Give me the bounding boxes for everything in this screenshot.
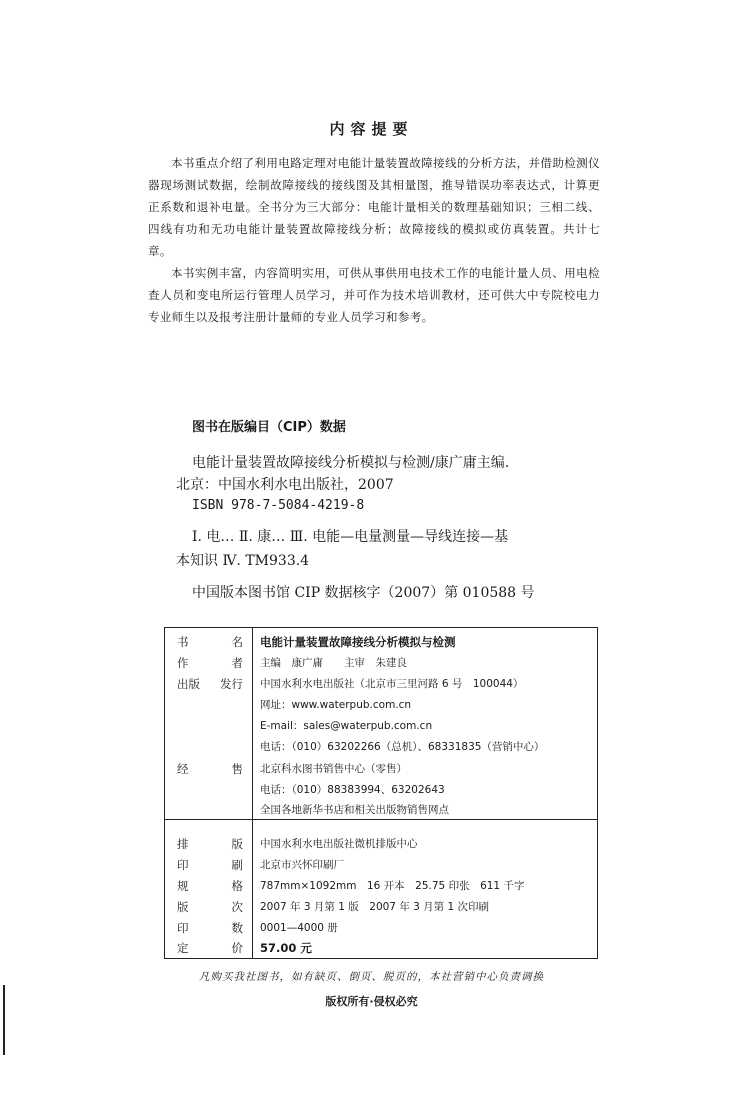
- table-row-phone: [165, 737, 597, 757]
- author-value: 主编 康广庸 主审 朱建良: [260, 657, 407, 669]
- table-row-author: 作 者 主编 康广庸 主审 朱建良: [165, 653, 597, 673]
- print-run-value: 0001—4000 册: [260, 922, 338, 934]
- cip-isbn-line: ISBN 978-7-5084-4219-8: [192, 498, 365, 513]
- email-value: E-mail：sales@waterpub.com.cn: [260, 720, 433, 732]
- table-row-price: 定 价 57.00 元: [165, 938, 597, 958]
- table-row-retail-network: [165, 800, 597, 820]
- retail-network-value: 全国各地新华书店和相关出版物销售网点: [260, 804, 449, 816]
- distributor-value: 北京科水图书销售中心（零售）: [260, 763, 407, 775]
- cip-title-line: 电能计量装置故障接线分析模拟与检测/康广庸主编.: [192, 455, 510, 471]
- table-row-distributor-phone: [165, 780, 597, 800]
- distributor-phone-value: 电话：（010）88383994、63202643: [260, 784, 445, 796]
- table-row-email: [165, 716, 597, 736]
- publication-info-table: [164, 627, 598, 959]
- table-row-format: 规 格 787mm×1092mm 16 开本 25.75 印张 611 千字: [165, 876, 597, 896]
- table-row-edition: 版 次 2007 年 3 月第 1 版 2007 年 3 月第 1 次印刷: [165, 897, 597, 917]
- table-row-book-name: 书 名 电能计量装置故障接线分析模拟与检测: [165, 632, 597, 652]
- summary-section: [148, 152, 600, 328]
- table-row-publisher: 出版 发行 中国水利水电出版社（北京市三里河路 6 号 100044）: [165, 674, 597, 694]
- phone-value: 电话：（010）63202266（总机）、68331835（营销中心）: [260, 741, 545, 753]
- page-title: 内容提要: [329, 120, 414, 138]
- edition-value: 2007 年 3 月第 1 版 2007 年 3 月第 1 次印刷: [260, 901, 490, 913]
- table-row-print-run: 印 数 0001—4000 册: [165, 918, 597, 938]
- summary-paragraph-1: 本书重点介绍了利用电路定理对电能计量装置故障接线的分析方法，并借助检测仪器现场测试数据，绘制故障接线的接线图及其相量图，推导错误功率表达式，计算更正系数和退补电量。全书分为三大部分：电能计量相关的数理基础知识；三相二线、四线有功和无功电能计量装置故障接线分析；故障接线的模拟或仿真装置。共计七章。: [148, 156, 600, 258]
- cip-publisher-line: 北京：中国水利水电出版社，2007: [176, 477, 394, 493]
- cip-heading: 图书在版编目（CIP）数据: [192, 420, 346, 435]
- table-row-printer: 印 刷 北京市兴怀印刷厂: [165, 855, 597, 875]
- publisher-value: 中国水利水电出版社（北京市三里河路 6 号 100044）: [260, 678, 524, 690]
- typesetting-value: 中国水利水电出版社微机排版中心: [260, 838, 418, 850]
- copyright-notice: 版权所有·侵权必究: [325, 995, 418, 1008]
- return-policy-note: 凡购买我社图书，如有缺页、倒页、脱页的，本社营销中心负责调换: [199, 971, 544, 983]
- cip-subject-line: Ⅰ. 电… Ⅱ. 康… Ⅲ. 电能—电量测量—导线连接—基: [192, 529, 509, 545]
- cip-class-line: 本知识 Ⅳ. TM933.4: [176, 553, 310, 569]
- price-value: 57.00 元: [260, 941, 312, 955]
- cip-record-line: 中国版本图书馆 CIP 数据核字（2007）第 010588 号: [192, 585, 535, 601]
- website-value: 网址：www.waterpub.com.cn: [260, 699, 412, 711]
- table-row-distributor: 经 售 北京科水图书销售中心（零售）: [165, 759, 597, 779]
- book-name-value: 电能计量装置故障接线分析模拟与检测: [260, 635, 456, 649]
- format-value: 787mm×1092mm 16 开本 25.75 印张 611 千字: [260, 880, 525, 892]
- table-row-website: [165, 695, 597, 715]
- summary-paragraph-2: 本书实例丰富，内容简明实用，可供从事供用电技术工作的电能计量人员、用电检查人员和变电所运行管理人员学习，并可作为技术培训教材，还可供大中专院校电力专业师生以及报考注册计量师的专业人员学习和参考。: [148, 266, 600, 324]
- printer-value: 北京市兴怀印刷厂: [260, 859, 344, 871]
- table-row-typesetting: 排 版 中国水利水电出版社微机排版中心: [165, 834, 597, 854]
